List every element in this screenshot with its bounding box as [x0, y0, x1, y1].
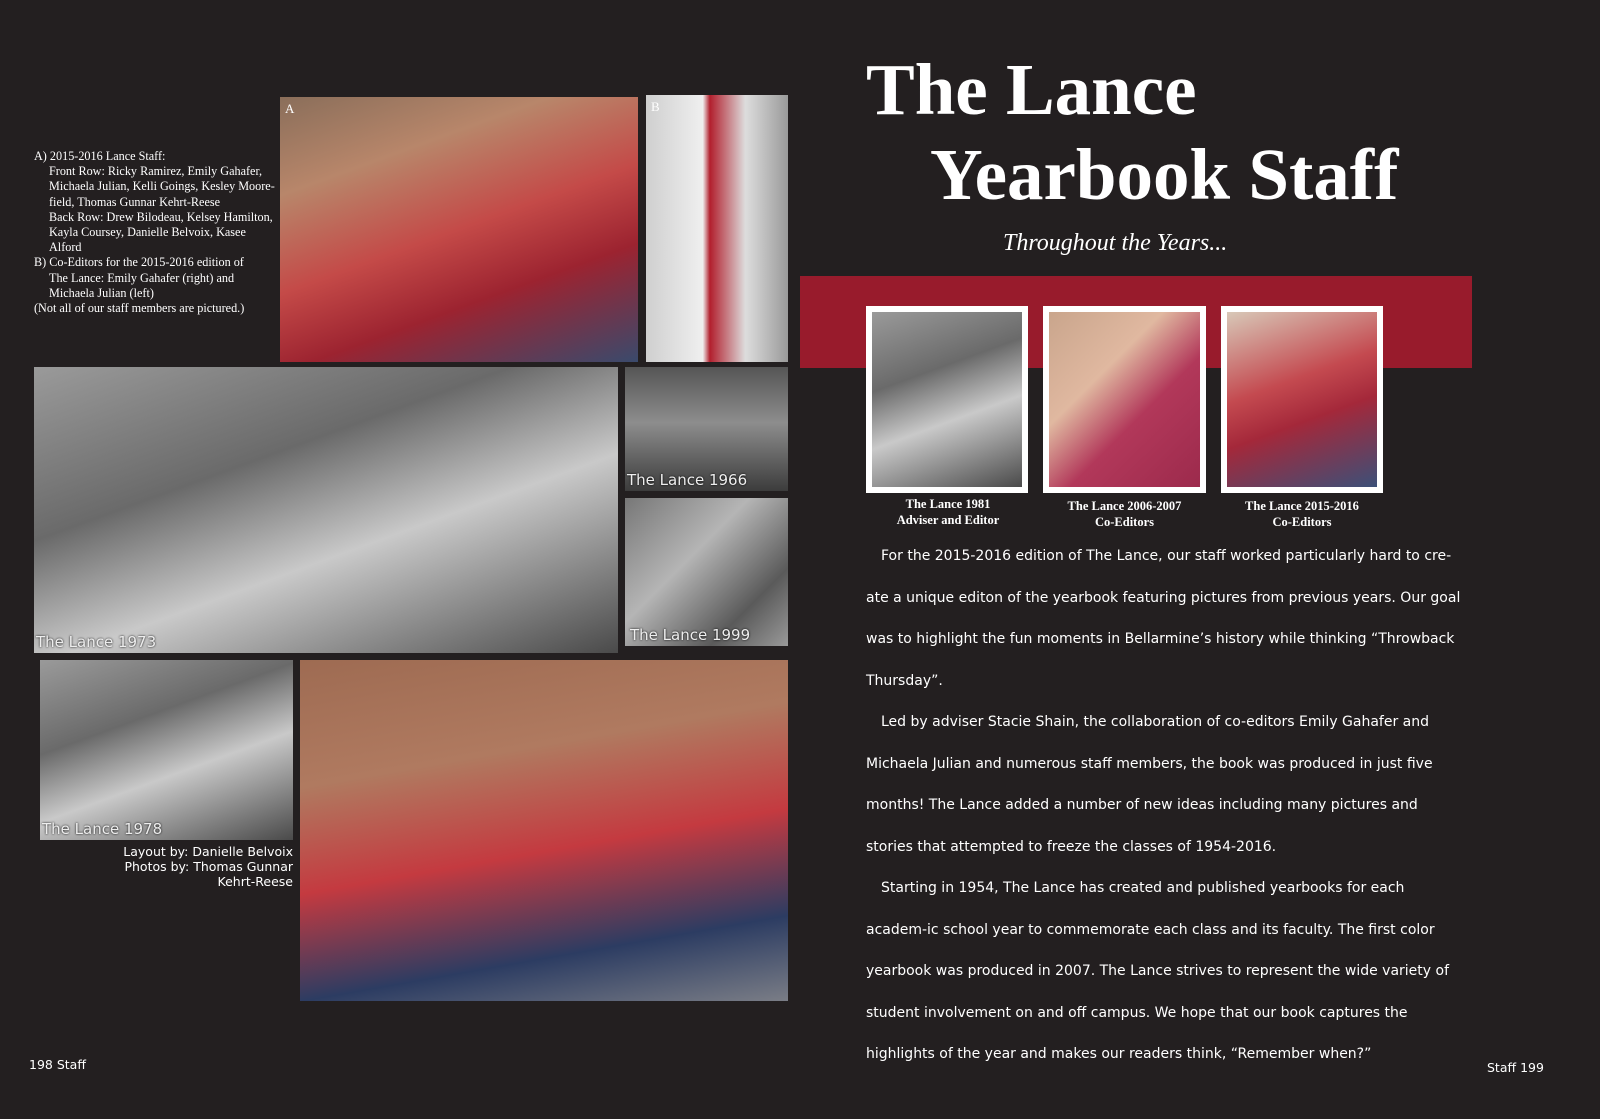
- paragraph-2: Led by adviser Stacie Shain, the collaboration of co-editors Emily Gahafer and Michaela Julian and numerous staff members, the book was produced in just five months! The Lance added a number of new ideas including many pictures and stories that attempted to freeze the classes of 1954-2016.: [866, 714, 1433, 855]
- photo-group-reading: [300, 660, 788, 1001]
- photo-2006: [1049, 312, 1200, 487]
- caption-line-a: A) 2015-2016 Lance Staff:: [34, 149, 166, 163]
- photo-1966-caption: The Lance 1966: [627, 471, 748, 489]
- polaroid-1981: [866, 306, 1028, 493]
- page-title-line2: Yearbook Staff: [930, 134, 1399, 215]
- polaroid-caption-2006-line1: The Lance 2006-2007: [1067, 499, 1182, 513]
- layout-credit: Layout by: Danielle Belvoix: [123, 844, 293, 859]
- caption-back-row: Back Row: Drew Bilodeau, Kelsey Hamilton, Kayla Coursey, Danielle Belvoix, Kasee Alford: [49, 209, 273, 255]
- photos-credit-line2: Kehrt-Reese: [217, 874, 293, 889]
- photo-a-letter: A: [285, 101, 295, 116]
- polaroid-caption-1981: [866, 496, 1030, 528]
- polaroid-caption-2006: [1043, 498, 1206, 530]
- photo-2015: [1227, 312, 1377, 487]
- photo-1999: [625, 498, 788, 646]
- polaroid-caption-2015-line1: The Lance 2015-2016: [1245, 499, 1359, 513]
- polaroid-caption-2015-line2: Co-Editors: [1272, 515, 1332, 529]
- photo-1981: [872, 312, 1022, 487]
- photo-1978-caption: The Lance 1978: [42, 820, 163, 838]
- paragraph-1: For the 2015-2016 edition of The Lance, our staff worked particularly hard to cre-ate a unique editon of the yearbook featuring pictures from previous years. Our goal was to highlight the fun moments in Bellarmine’s history while thinking “Throwback Thursday”.: [866, 548, 1461, 689]
- caption-line-b2: The Lance: Emily Gahafer (right) and Michaela Julian (left): [49, 270, 235, 300]
- left-page-number: 198 Staff: [29, 1057, 86, 1072]
- photo-1973-caption: The Lance 1973: [36, 633, 157, 651]
- photo-credits: [100, 844, 293, 889]
- photo-b-coeditors: [646, 95, 788, 362]
- polaroid-2006: [1043, 306, 1206, 493]
- photo-1973: [34, 367, 618, 653]
- page-subtitle: Throughout the Years...: [1003, 230, 1228, 256]
- caption-front-row: Front Row: Ricky Ramirez, Emily Gahafer, Michaela Julian, Kelli Goings, Kesley Moore-field, Thomas Gunnar Kehrt-Reese: [49, 164, 275, 209]
- page-title-line1: The Lance: [866, 49, 1197, 130]
- photos-credit-line1: Photos by: Thomas Gunnar: [124, 859, 293, 874]
- staff-caption: [34, 149, 278, 316]
- right-page-number: Staff 199: [1487, 1060, 1544, 1075]
- polaroid-2015: [1221, 306, 1383, 493]
- article-body: [866, 536, 1466, 1076]
- photo-1999-caption: The Lance 1999: [630, 626, 751, 644]
- photo-a-staff: [280, 97, 638, 362]
- polaroid-caption-1981-line1: The Lance 1981: [905, 497, 991, 511]
- photo-b-letter: B: [651, 99, 660, 114]
- paragraph-3: Starting in 1954, The Lance has created and published yearbooks for each academ-ic school year to commemorate each class and its faculty. The first color yearbook was produced in 2007. The Lance strives to represent the wide variety of student involvement on and off campus. We hope that our book captures the highlights of the year and makes our readers think, “Remember when?”: [866, 880, 1449, 1062]
- polaroid-caption-2015: [1221, 498, 1383, 530]
- photo-1978: [40, 660, 293, 840]
- caption-line-b: B) Co-Editors for the 2015-2016 edition of: [34, 255, 244, 270]
- photo-1966: [625, 367, 788, 491]
- polaroid-caption-1981-line2: Adviser and Editor: [896, 513, 1000, 527]
- polaroid-caption-2006-line2: Co-Editors: [1094, 515, 1155, 529]
- caption-note: (Not all of our staff members are pictured.): [34, 301, 245, 316]
